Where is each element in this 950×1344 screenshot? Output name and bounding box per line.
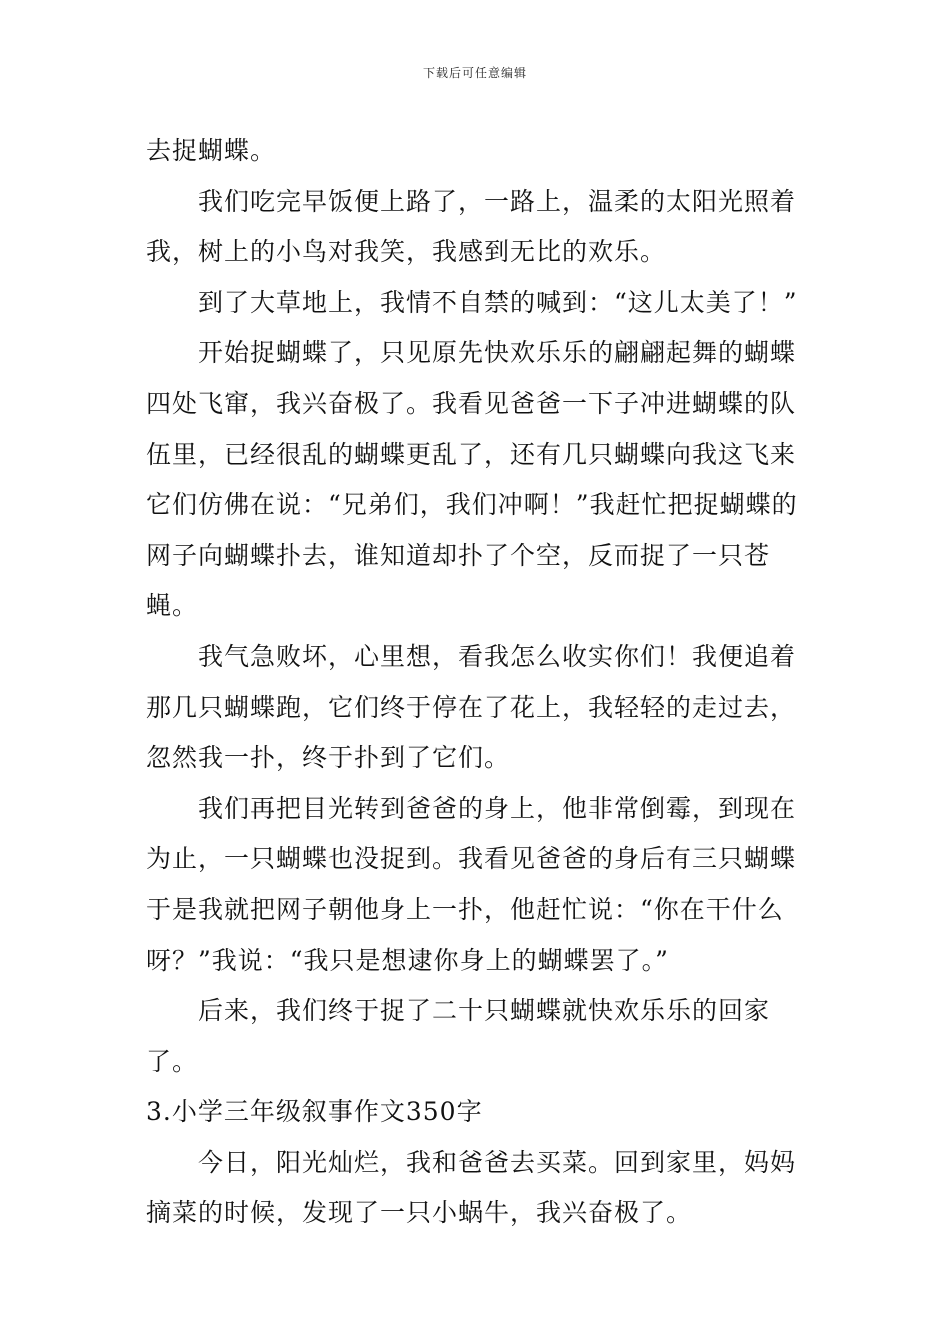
- paragraph: 开始捉蝴蝶了，只见原先快欢乐乐的翩翩起舞的蝴蝶四处飞窜，我兴奋极了。我看见爸爸一下子冲进蝴蝶的队伍里，已经很乱的蝴蝶更乱了，还有几只蝴蝶向我这飞来它们仿佛在说：“兄弟们，我们冲啊！”我赶忙把捉蝴蝶的网子向蝴蝶扑去，谁知道却扑了个空，反而捉了一只苍蝇。: [146, 338, 798, 621]
- paragraph: 后来，我们终于捉了二十只蝴蝶就快欢乐乐的回家了。: [146, 996, 771, 1076]
- document-body: [146, 126, 810, 1239]
- paragraph: 我们再把目光转到爸爸的身上，他非常倒霉，到现在为止，一只蝴蝶也没捉到。我看见爸爸的身后有三只蝴蝶于是我就把网子朝他身上一扑，他赶忙说：“你在干什么呀？”我说：“我只是想逮你身上的蝴蝶罢了。”: [146, 793, 797, 975]
- paragraph-continuation: 去捉蝴蝶。: [146, 136, 277, 165]
- paragraph: 我们吃完早饭便上路了，一路上，温柔的太阳光照着我，树上的小鸟对我笑，我感到无比的欢乐。: [146, 186, 797, 267]
- page-header-note: 下载后可任意编辑: [422, 66, 527, 80]
- paragraph: 到了大草地上，我情不自禁的喊到：“这儿太美了！”: [198, 287, 798, 317]
- paragraph: 今日，阳光灿烂，我和爸爸去买菜。回到家里，妈妈摘菜的时候，发现了一只小蜗牛，我兴奋极了。: [146, 1147, 797, 1228]
- paragraph: 我气急败坏，心里想，看我怎么收实你们！我便追着那几只蝴蝶跑，它们终于停在了花上，我轻轻的走过去，忽然我一扑，终于扑到了它们。: [146, 641, 797, 773]
- section-heading: 3.小学三年级叙事作文350字: [146, 1097, 483, 1127]
